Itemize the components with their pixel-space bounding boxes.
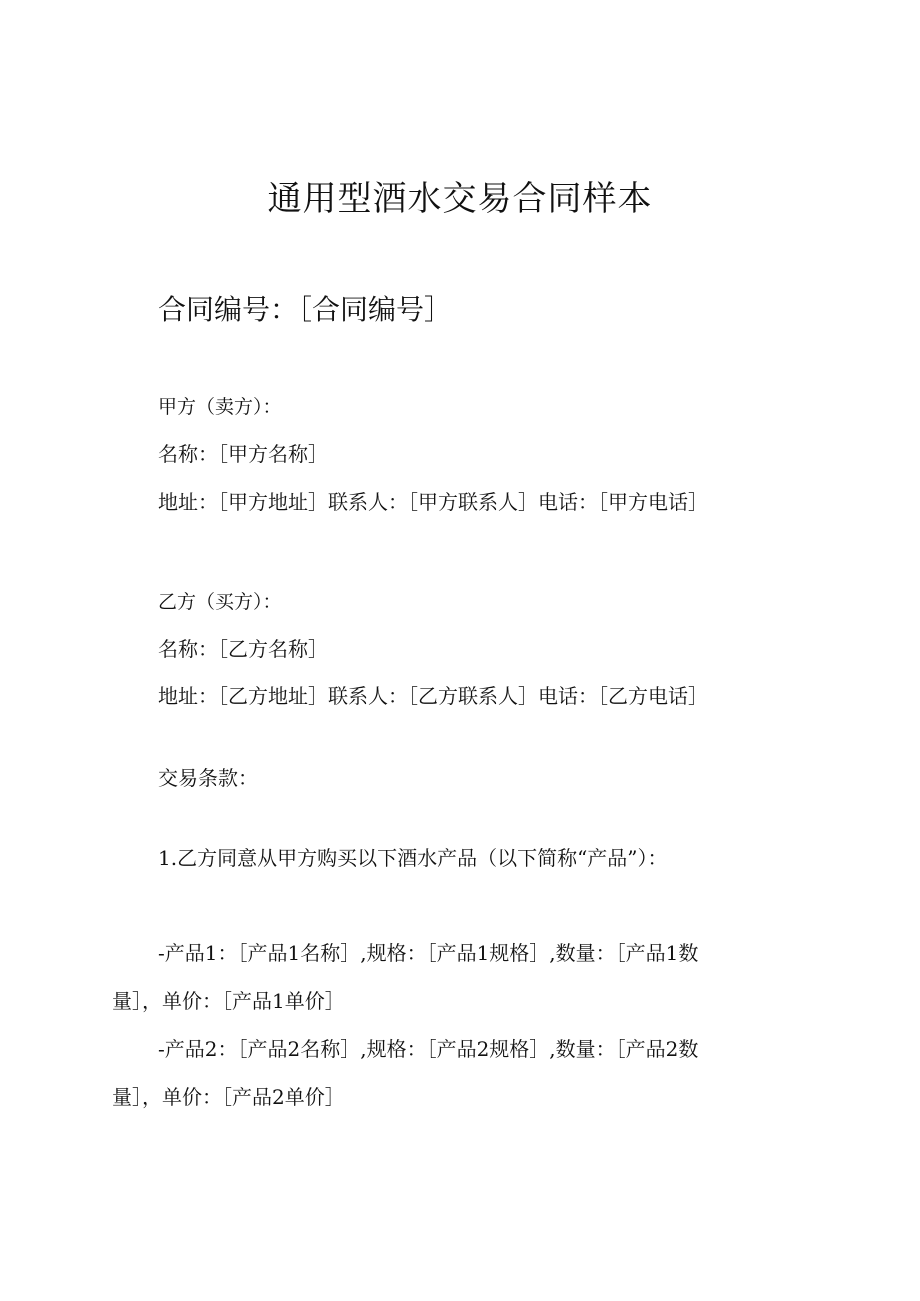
contract-number: 合同编号：［合同编号］: [158, 293, 453, 326]
product-2-line-1: -产品2：［产品2名称］,规格：［产品2规格］,数量：［产品2数: [158, 1037, 699, 1061]
product-2-line-2: 量］，单价：［产品2单价］: [112, 1085, 345, 1109]
party-a-name: 名称：［甲方名称］: [158, 442, 328, 466]
party-b-name: 名称：［乙方名称］: [158, 637, 328, 661]
party-a-heading: 甲方（卖方）：: [158, 396, 282, 418]
terms-item-1: 1.乙方同意从甲方购买以下酒水产品（以下简称“产品”）：: [158, 846, 668, 870]
party-b-heading: 乙方（买方）：: [158, 591, 282, 613]
product-1-line-2: 量］，单价：［产品1单价］: [112, 989, 345, 1013]
party-a-address: 地址：［甲方地址］联系人：［甲方联系人］电话：［甲方电话］: [158, 490, 708, 514]
product-1-line-1: -产品1：［产品1名称］,规格：［产品1规格］,数量：［产品1数: [158, 941, 699, 965]
document-title: 通用型酒水交易合同样本: [267, 179, 653, 219]
terms-heading: 交易条款：: [158, 766, 258, 790]
party-b-address: 地址：［乙方地址］联系人：［乙方联系人］电话：［乙方电话］: [158, 684, 708, 708]
